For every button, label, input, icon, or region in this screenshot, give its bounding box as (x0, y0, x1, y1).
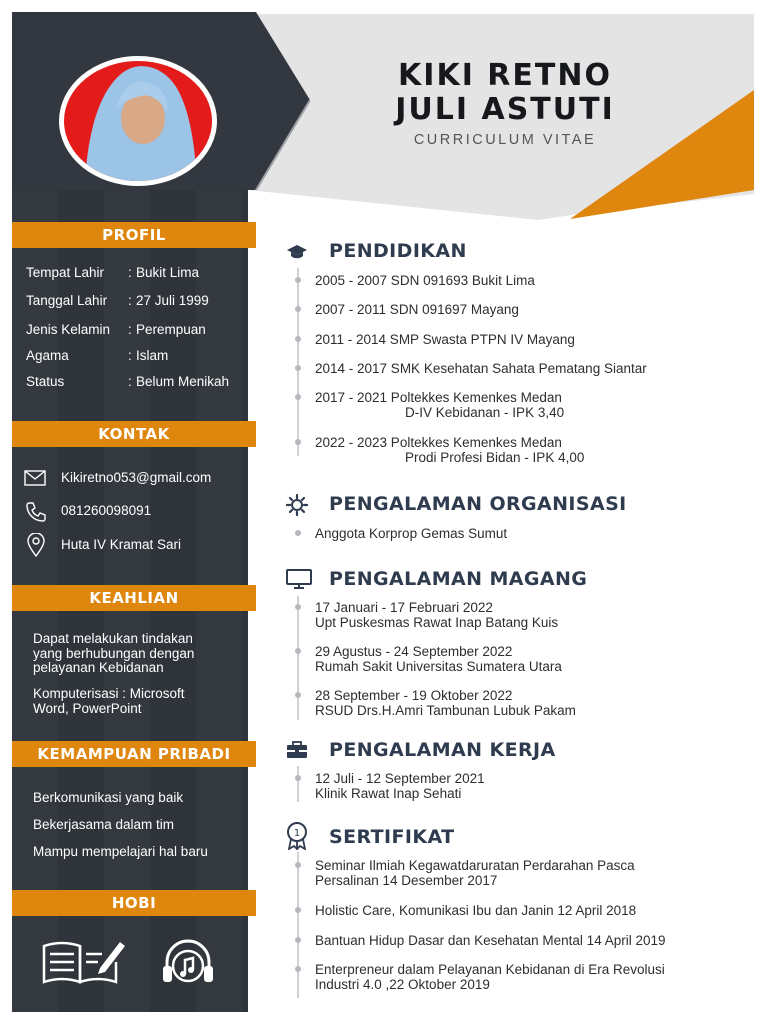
sertifikat-item (315, 962, 665, 992)
kemampuan-item: Berkomunikasi yang baik (33, 790, 184, 805)
kerja-timeline (297, 766, 299, 802)
pendidikan-item (315, 273, 535, 288)
magang-timeline (297, 596, 299, 720)
profil-value: Bukit Lima (136, 265, 200, 280)
sertifikat-item-line1: Enterpreneur dalam Pelayanan Kebidanan di Era Revolusi (315, 962, 665, 977)
profil-colon: : (128, 348, 132, 363)
pendidikan-item-line1: 2007 - 2011 SDN 091697 Mayang (315, 302, 519, 317)
magang-item-line2: RSUD Drs.H.Amri Tambunan Lubuk Pakam (315, 703, 576, 718)
profil-row (26, 374, 251, 389)
kontak-heading: KONTAK (12, 421, 256, 447)
book-pen-icon (42, 938, 126, 986)
pendidikan-item (315, 390, 564, 420)
profil-row (26, 265, 251, 280)
sertifikat-heading: SERTIFIKAT (329, 826, 455, 848)
kemampuan-heading: KEMAMPUAN PRIBADI (12, 741, 256, 767)
music-headphones-icon (161, 936, 215, 988)
keahlian-heading: KEAHLIAN (12, 585, 256, 611)
contact-phone[interactable]: 081260098091 (61, 503, 152, 518)
magang-heading: PENGALAMAN MAGANG (329, 568, 588, 590)
profile-photo (57, 54, 219, 188)
pendidikan-item-line1: 2011 - 2014 SMP Swasta PTPN IV Mayang (315, 332, 575, 347)
organisasi-item: Anggota Korprop Gemas Sumut (315, 526, 508, 541)
profil-colon: : (128, 322, 132, 337)
profil-label: Tanggal Lahir (26, 293, 108, 308)
profil-row (26, 293, 251, 308)
profil-heading: PROFIL (12, 222, 256, 248)
timeline-dot (295, 692, 301, 698)
contact-email[interactable]: Kikiretno053@gmail.com (61, 470, 212, 485)
keahlian-item-2: Komputerisasi : Microsoft Word, PowerPoint (33, 686, 185, 716)
timeline-dot (295, 937, 301, 943)
profil-colon: : (128, 265, 132, 280)
sidebar-arrow-tip (248, 12, 310, 190)
profil-label: Agama (26, 348, 69, 363)
magang-item-line1: 28 September - 19 Oktober 2022 (315, 688, 513, 703)
sertifikat-item (315, 933, 666, 948)
magang-item (315, 688, 576, 718)
contact-address: Huta IV Kramat Sari (61, 537, 182, 552)
profil-label: Jenis Kelamin (26, 322, 111, 337)
timeline-dot (295, 907, 301, 913)
pendidikan-item-line1: 2005 - 2007 SDN 091693 Bukit Lima (315, 273, 535, 288)
hobi-heading: HOBI (12, 890, 256, 916)
magang-item (315, 644, 562, 674)
organisasi-heading: PENGALAMAN ORGANISASI (329, 493, 627, 515)
award-badge-icon (286, 822, 308, 850)
pendidikan-item-line1: 2014 - 2017 SMK Kesehatan Sahata Pematang Siantar (315, 361, 647, 376)
profil-label: Tempat Lahir (26, 265, 105, 280)
pendidikan-item-line2: D-IV Kebidanan - IPK 3,40 (405, 405, 565, 420)
pendidikan-item (315, 302, 519, 317)
timeline-dot (295, 277, 301, 283)
profil-value: Perempuan (136, 322, 206, 337)
cv-subtitle: CURRICULUM VITAE (413, 132, 597, 148)
magang-item-line2: Upt Puskesmas Rawat Inap Batang Kuis (315, 615, 559, 630)
briefcase-icon (286, 741, 308, 759)
monitor-icon (286, 569, 312, 589)
pendidikan-item-line1: 2017 - 2021 Poltekkes Kemenkes Medan (315, 390, 562, 405)
sertifikat-item-line1: Seminar Ilmiah Kegawatdaruratan Perdarahan Pasca (315, 858, 635, 873)
timeline-dot (295, 336, 301, 342)
timeline-dot (295, 966, 301, 972)
kemampuan-item: Mampu mempelajari hal baru (33, 844, 208, 859)
email-icon (24, 470, 46, 486)
profil-colon: : (128, 374, 132, 389)
kerja-item: 12 Juli - 12 September 2021 Klinik Rawat Inap Sehati (315, 771, 485, 801)
magang-item-line2: Rumah Sakit Universitas Sumatera Utara (315, 659, 562, 674)
timeline-dot (295, 648, 301, 654)
timeline-dot (295, 775, 301, 781)
keahlian-item-1: Dapat melakukan tindakan yang berhubungan dengan pelayanan Kebidanan (33, 631, 195, 675)
pendidikan-item (315, 332, 575, 347)
gear-icon (286, 494, 308, 516)
timeline-dot (295, 394, 301, 400)
sertifikat-item-line1: Bantuan Hidup Dasar dan Kesehatan Mental 14 April 2019 (315, 933, 666, 948)
sertifikat-timeline (297, 852, 299, 998)
magang-item-line1: 29 Agustus - 24 September 2022 (315, 644, 513, 659)
pendidikan-item-line2: Prodi Profesi Bidan - IPK 4,00 (405, 450, 585, 465)
pendidikan-heading: PENDIDIKAN (329, 240, 467, 262)
profil-label: Status (26, 374, 65, 389)
profil-row (26, 348, 251, 363)
profil-value: Belum Menikah (136, 374, 230, 389)
svg-text:1: 1 (293, 828, 301, 839)
sertifikat-item-line2: Industri 4.0 ,22 Oktober 2019 (315, 977, 490, 992)
profil-row (26, 322, 251, 337)
kemampuan-item: Bekerjasama dalam tim (33, 817, 175, 832)
name-line-2: JULI ASTUTI (395, 92, 615, 127)
graduation-cap-icon (286, 244, 308, 260)
sertifikat-item-line2: Persalinan 14 Desember 2017 (315, 873, 498, 888)
kerja-heading: PENGALAMAN KERJA (329, 739, 556, 761)
timeline-dot (295, 306, 301, 312)
pendidikan-item-line1: 2022 - 2023 Poltekkes Kemenkes Medan (315, 435, 562, 450)
timeline-dot (295, 365, 301, 371)
timeline-dot (295, 862, 301, 868)
pendidikan-item (315, 361, 647, 376)
profil-value: Islam (136, 348, 169, 363)
phone-icon (25, 501, 47, 523)
sertifikat-item (315, 903, 636, 918)
pendidikan-item (315, 435, 584, 465)
sertifikat-item-line1: Holistic Care, Komunikasi Ibu dan Janin 12 April 2018 (315, 903, 637, 918)
profil-colon: : (128, 293, 132, 308)
timeline-dot (295, 604, 301, 610)
sertifikat-item (315, 858, 635, 888)
profil-value: 27 Juli 1999 (136, 293, 209, 308)
location-pin-icon (26, 533, 46, 557)
name-line-1: KIKI RETNO (398, 58, 612, 93)
timeline-dot (295, 530, 301, 536)
timeline-dot (295, 439, 301, 445)
pendidikan-timeline (297, 268, 299, 456)
magang-item-line1: 17 Januari - 17 Februari 2022 (315, 600, 493, 615)
magang-item (315, 600, 558, 630)
